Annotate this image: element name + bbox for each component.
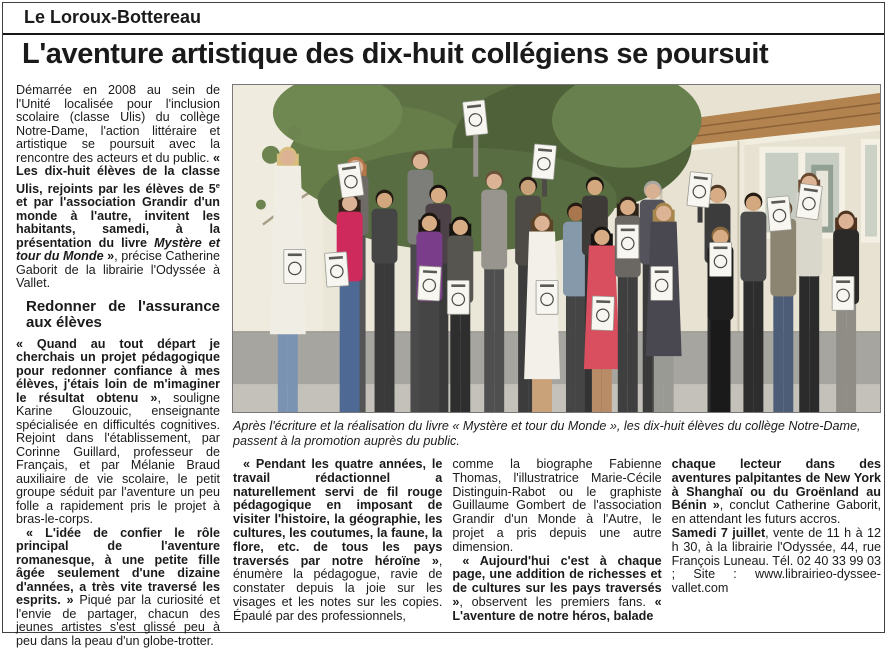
book-cover: [337, 161, 363, 198]
article-paragraph: Démarrée en 2008 au sein de l'Unité localisée pour l'inclusion scolaire (classe Ulis) du collège Notre-Dame, l'action littéraire et artistique se poursuit avec la rencontre des acteurs et du public. « Les dix-huit élèves de la classe Ulis, rejoints par les élèves de 5e et par l'association Grandir d'un monde à l'autre, invitent les habitants, samedi, à la présentation du livre Mystère et tour du Monde », précise Catherine Gaborit de la librairie l'Odyssée à Vallet.: [16, 83, 220, 291]
book-cover: [591, 296, 614, 331]
person: [833, 211, 859, 412]
person: [372, 190, 398, 412]
person: [416, 213, 442, 412]
article-column-4: [672, 458, 881, 624]
book-cover: [536, 280, 558, 314]
book-cover: [325, 252, 349, 287]
article-subhead: Redonner de l'assurance aux élèves: [26, 297, 220, 332]
book-cover: [284, 249, 306, 283]
article-intro-column: [16, 84, 220, 648]
book-cover: [617, 225, 639, 259]
person: [337, 193, 363, 412]
article-photo: [232, 84, 881, 413]
article-bottom-columns: [233, 458, 881, 624]
kicker-rule: [3, 33, 884, 35]
person: [770, 200, 796, 412]
book-cover: [418, 266, 442, 301]
article-paragraph: « Aujourd'hui c'est à chaque page, une addition de richesses et de cultures sur les pays traversés », observent les premiers fans. « L'aventure de notre héros, balade: [452, 553, 662, 623]
person: [481, 171, 507, 412]
section-kicker: Le Loroux-Bottereau: [24, 7, 202, 27]
photo-illustration: [233, 85, 880, 412]
book-cover: [710, 243, 732, 277]
person: [740, 193, 766, 412]
article-paragraph: « L'idée de confier le rôle principal de l'aventure romanesque, à une petite fille âgée seulement d'une dizaine d'années, a très vite traversé les esprits. » Piqué par la curiosité et l'envie de partager, chacun des jeunes artistes s'est glissé peu à peu dans la peau d'un globe-trotter.: [16, 525, 220, 648]
article-column-3: [452, 458, 661, 624]
article-paragraph: « Quand au tout départ je cherchais un projet pédagogique pour redonner confiance à mes élèves, j'étais loin de m'imaginer le résultat obtenu », souligne Karine Glouzouic, enseignante spécialisée en difficultés cognitives. Rejoint dans l'établissement, par Corinne Guillard, professeur de Français, et par Mélanie Braud auxiliaire de vie scolaire, le petit groupe séduit par l'aventure un peu folle a rapidement pris le projet à bras-le-corps.: [16, 336, 221, 527]
book-cover: [767, 196, 792, 232]
book-cover: [651, 266, 673, 300]
article-paragraph: chaque lecteur dans des aventures palpitantes de New York à Shanghaï ou du Groënland au Bénin », conclut Catherine Gaborit, en attendant les futurs accros.: [671, 457, 881, 527]
article-paragraph: comme la biographe Fabienne Thomas, l'illustratrice Marie-Cécile Distinguin-Rabot ou le graphiste Guillaume Gombert de l'association Grandir d'un Monde à l'Autre, le projet a pris depuis une autre dimension.: [452, 457, 662, 554]
article-paragraph: « Pendant les quatre années, le travail rédactionnel a naturellement servi de fil rouge pédagogique en imposant de visiter l'histoire, la géographie, les cultures, les coutumes, la faune, la flore, etc. de tous les pays traversés par notre héroïne », énumère la pédagogue, ravie de constater depuis la joie sur les visages et les notes sur les copies. Épaulé par des professionnels,: [233, 457, 443, 623]
photo-caption: Après l'écriture et la réalisation du livre « Mystère et tour du Monde », les dix-huit élèves du collège Notre-Dame, passent à la promotion auprès du public.: [233, 419, 861, 448]
book-cover: [447, 280, 469, 314]
book-cover: [832, 276, 854, 310]
article-column-2: [233, 458, 442, 624]
article-paragraph: Samedi 7 juillet, vente de 11 h à 12 h 30, à la librairie l'Odyssée, 44, rue François Luneau. Tél. 02 40 33 99 03 ; Site : www.librairieo-dyssee-vallet.com: [671, 525, 881, 596]
article-headline: L'aventure artistique des dix-huit collégiens se poursuit: [22, 38, 769, 70]
